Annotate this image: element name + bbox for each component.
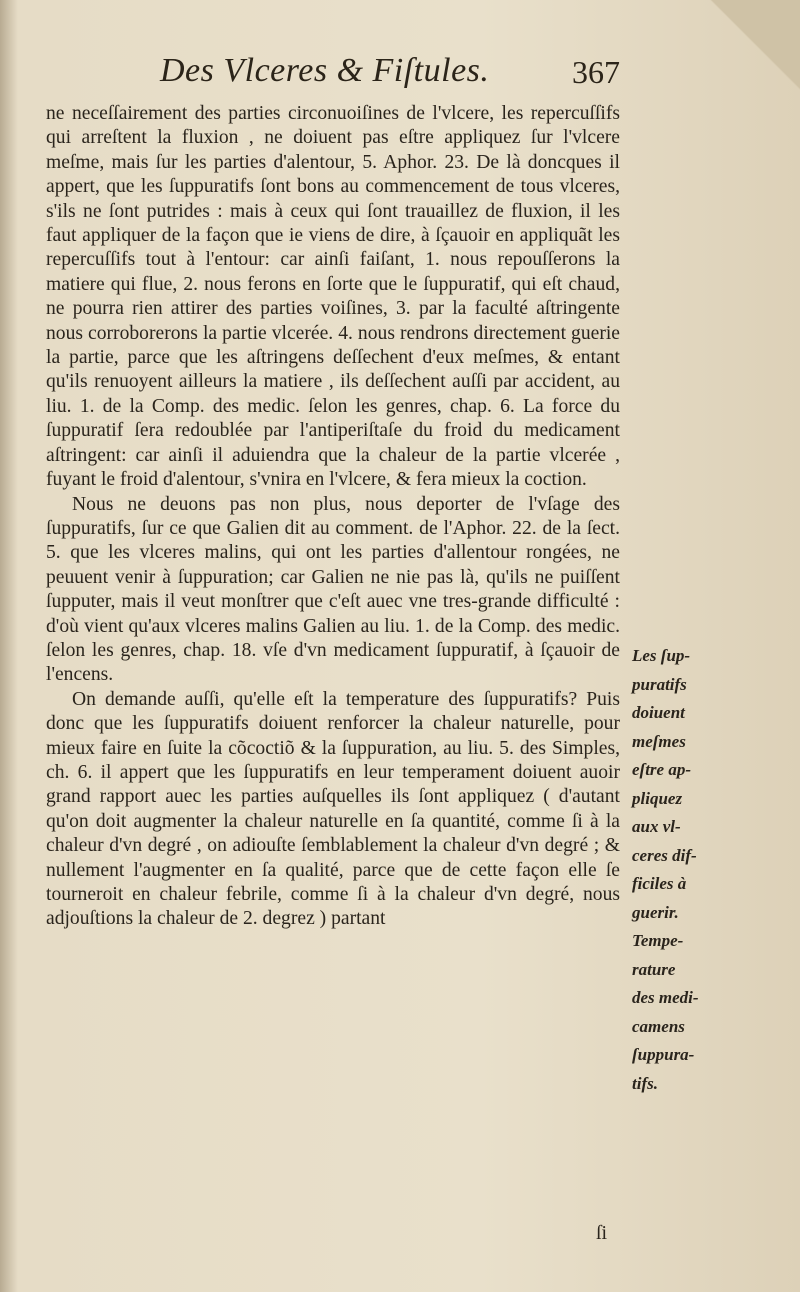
margin-note-line: ſuppura- bbox=[632, 1045, 695, 1064]
paragraph-3: On demande auſſi, qu'elle eſt la temperature des ſuppuratifs? Puis donc que les ſuppuratifs doiuent renforcer la chaleur naturelle, pour mieux faire en ſuite la cõcoctiõ & la ſuppuration, au liu. 5. des Simples, ch. 6. il appert que les ſuppuratifs en leur temperament doiuent auoir grand rapport auec les parties auſquelles ils ſont appliquez ( d'autant qu'on doit augmenter la chaleur naturelle en ſa quantité, comme ſi à la chaleur d'vn degré , on adiouſte ſemblablement la chaleur d'vn degré ; & nullement l'augmenter en ſa qualité, parce que de cette façon elle ſe tourneroit en chaleur febrile, comme ſi à la chaleur d'vn degré, nous adjouſtions la chaleur de 2. degrez ) partant bbox=[46, 688, 620, 930]
margin-note-line: meſmes bbox=[632, 731, 686, 751]
page-header bbox=[150, 52, 630, 98]
margin-note-line: puratifs bbox=[632, 674, 687, 694]
margin-note-line: guerir. bbox=[632, 902, 679, 922]
margin-note-line: pliquez bbox=[632, 788, 683, 808]
margin-note-line: camens bbox=[632, 1016, 685, 1036]
body-text bbox=[46, 102, 620, 932]
margin-note-line: Les ſup- bbox=[632, 646, 691, 665]
margin-note-line: rature bbox=[632, 959, 676, 979]
margin-note bbox=[632, 642, 742, 1098]
margin-note-line: des medi- bbox=[632, 988, 699, 1007]
margin-note-line: doiuent bbox=[632, 703, 685, 722]
margin-note-line: aux vl- bbox=[632, 817, 681, 836]
paragraph-2: Nous ne deuons pas non plus, nous deporter de l'vſage des ſuppuratifs, ſur ce que Galien dit au comment. de l'Aphor. 22. de la ſect. 5. que les vlceres malins, qui ont les parties d'allentour rongées, ne peuuent venir à ſuppuration; car Galien ne nie pas là, qu'ils ne puiſſent ſupputer, mais il veut monſtrer que c'eſt auec vne tres-grande difficulté : d'où vient qu'aux vlceres malins Galien au liu. 1. de la Comp. des medic. ſelon les genres, chap. 18. vſe d'vn medicament ſuppuratif, à ſçauoir de l'encens. bbox=[46, 493, 620, 686]
catchword: ſi bbox=[596, 1222, 608, 1244]
paragraph-1: ne neceſſairement des parties circonuoiſines de l'vlcere, les repercuſſifs qui arreſtent la fluxion , ne doiuent pas eſtre appliquez ſur l'vlcere meſme, mais ſur les parties d'alentour, 5. Aphor. 23. De là doncques il appert, que les ſuppuratifs ſont bons au commencement de tous vlceres, s'ils ne ſont putrides : mais à ceux qui ſont trauaillez de fluxion, il les faut appliquer de la façon que ie viens de dire, à ſçauoir en appliquãt les repercuſſifs tout à l'entour: car ainſi faiſant, 1. nous repouſſerons la matiere qui flue, 2. nous ferons en ſorte que le ſuppuratif, qui eſt chaud, ne pourra rien attirer des parties voiſines, 3. par la faculté aſtringente nous corroborerons la partie vlcerée. 4. nous rendrons directement guerie la partie, parce que les aſtringens deſſechent d'eux meſmes, & entant qu'ils renuoyent ailleurs la matiere , ils deſſechent auſſi par accident, au liu. 1. de la Comp. des medic. ſelon les genres, chap. 6. La force du ſuppuratif ſera redoublée par l'antiperiſtaſe du froid du medicament aſtringent: car ainſi il aduiendra que la chaleur de la partie vlcerée , fuyant le froid d'alentour, s'vnira en l'vlcere, & fera mieux la coction. bbox=[46, 103, 620, 491]
running-title: Des Vlceres & Fiſtules. bbox=[160, 52, 490, 89]
margin-note-line: tifs. bbox=[632, 1073, 658, 1093]
page-number: 367 bbox=[572, 54, 620, 90]
margin-note-line: ficiles à bbox=[632, 874, 687, 893]
page-corner-fold bbox=[690, 0, 800, 110]
margin-note-line: ceres dif- bbox=[632, 845, 697, 865]
margin-note-line: eſtre ap- bbox=[632, 760, 692, 779]
margin-note-line: Tempe- bbox=[632, 931, 684, 950]
